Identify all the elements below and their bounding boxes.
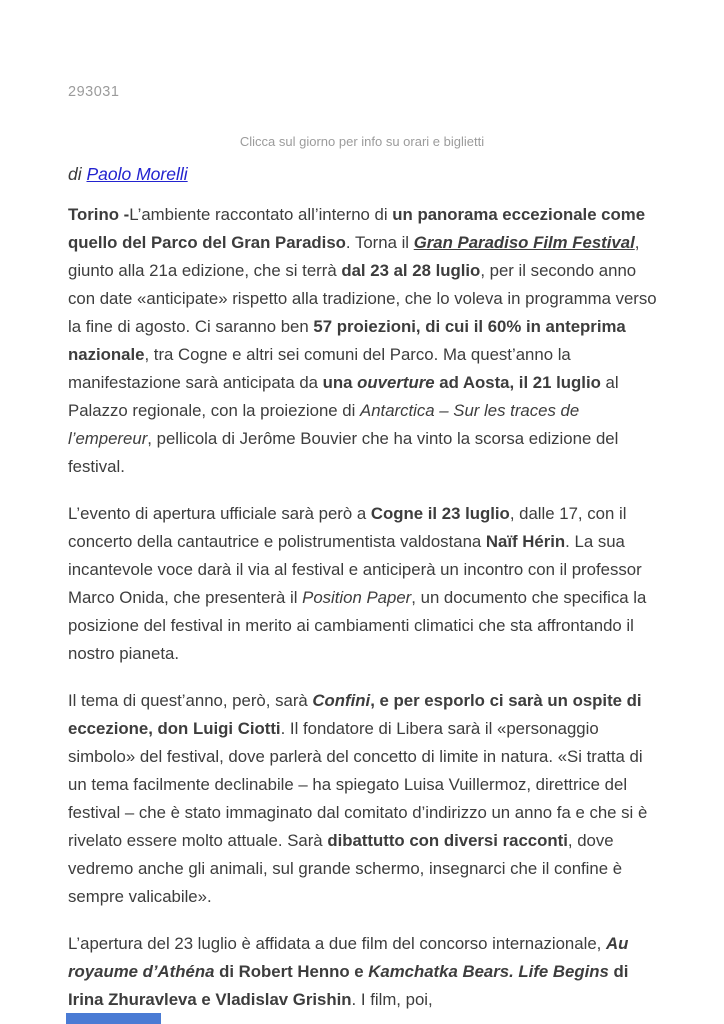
doc-id: 293031 — [68, 84, 120, 100]
text-run: 57 proiezioni, di cui il 60% in anteprima nazionale — [68, 317, 626, 364]
paragraph — [68, 687, 658, 911]
caption-note: Clicca sul giorno per info su orari e biglietti — [239, 134, 485, 149]
text-run: L’ambiente raccontato all’interno di — [129, 205, 393, 224]
partial-blue-element[interactable] — [66, 1013, 161, 1024]
text-run: Cogne il 23 luglio — [370, 504, 510, 523]
text-run: Naïf Hérin — [485, 532, 566, 551]
paragraph — [68, 500, 658, 668]
text-run: dibattutto con diversi racconti — [327, 831, 568, 850]
text-run: , dove vedremo anche gli animali, sul grande schermo, insegnarci che il confine è sempre valicabile». — [68, 831, 623, 906]
paragraph — [68, 201, 658, 481]
author-link[interactable]: Paolo Morelli — [86, 164, 188, 184]
text-run: , dalle 17, con il concerto della cantautrice e polistrumentista valdostana — [68, 504, 627, 551]
text-run: Confini — [312, 691, 371, 710]
text-run: , un documento che specifica la posizione del festival in merito ai cambiamenti climatici che sta affrontando il nostro pianeta. — [68, 588, 647, 663]
text-run: un panorama eccezionale come quello del Parco del Gran Paradiso — [68, 205, 646, 252]
text-run: , e per esporlo ci sarà un ospite di eccezione, don Luigi Ciotti — [68, 691, 642, 738]
text-run: , pellicola di Jerôme Bouvier che ha vinto la scorsa edizione del festival. — [68, 429, 619, 476]
text-run: Antarctica – Sur les traces de l’empereur — [68, 401, 580, 448]
text-run: dal 23 al 28 luglio — [341, 261, 481, 280]
article-body — [68, 201, 658, 1024]
byline — [68, 164, 188, 185]
text-run: , tra Cogne e altri sei comuni del Parco. Ma quest’anno la manifestazione sarà anticipata da — [68, 345, 571, 392]
text-run: . I film, poi, — [351, 990, 433, 1009]
text-run: di Robert Henno e — [214, 962, 369, 981]
text-run: , per il secondo anno con date «anticipate» rispetto alla tradizione, che lo voleva in programma verso la fine di agosto. Ci saranno ben — [68, 261, 657, 336]
text-run: di Irina Zhuravleva e Vladislav Grishin — [68, 962, 629, 1009]
text-run: L’apertura del 23 luglio è affidata a due film del concorso internazionale, — [68, 934, 606, 953]
text-run: Au royaume d’Athéna — [68, 934, 629, 981]
text-run: ouverture — [357, 373, 435, 392]
text-run: . Il fondatore di Libera sarà il «personaggio simbolo» del festival, dove parlerà del concetto di limite in natura. «Si tratta di un tema facilmente declinabile – ha spiegato Luisa Vuillermoz, direttrice del festival – che è stato immaginato dal comitato d’indirizzo un anno fa e che si è rivelato essere molto attuale. Sarà — [68, 719, 648, 850]
text-run: Position Paper — [302, 588, 412, 607]
text-run: una — [322, 373, 358, 392]
byline-prefix: di — [68, 164, 87, 184]
text-run: . Torna il — [345, 233, 414, 252]
text-run: Kamchatka Bears. Life Begins — [368, 962, 609, 981]
text-run: . La sua incantevole voce darà il via al festival e anticiperà un incontro con il professor Marco Onida, che presenterà il — [68, 532, 642, 607]
text-run: , giunto alla 21a edizione, che si terrà — [68, 233, 640, 280]
text-run: L’evento di apertura ufficiale sarà però a — [68, 504, 371, 523]
text-run: ad Aosta, il 21 luglio — [434, 373, 601, 392]
text-run: al Palazzo regionale, con la proiezione di — [68, 373, 619, 420]
inline-link[interactable]: Gran Paradiso Film Festival — [413, 233, 635, 252]
text-run: Torino - — [68, 205, 130, 224]
paragraph — [68, 930, 658, 1014]
text-run: Il tema di quest’anno, però, sarà — [68, 691, 313, 710]
